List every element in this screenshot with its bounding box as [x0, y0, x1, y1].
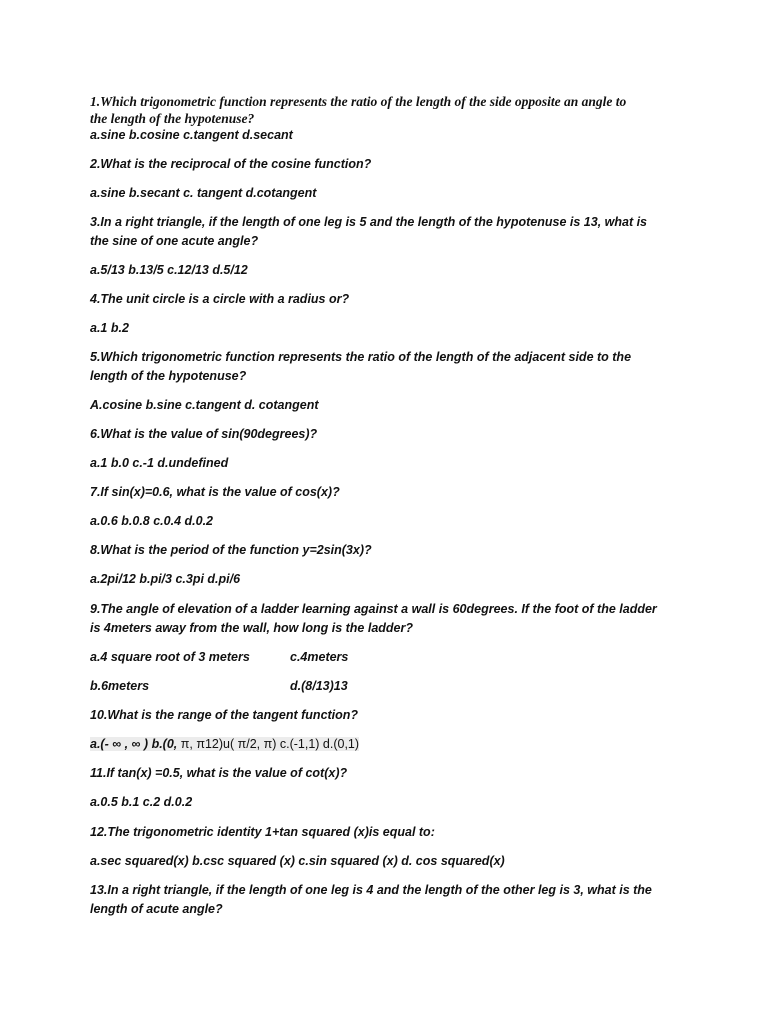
question-10-options-part-1: a.(- ∞ , ∞ ) b.(0,: [90, 737, 178, 751]
question-1-line-1: 1.Which trigonometric function represents the ratio of the length of the side opposite an angle to: [90, 94, 627, 109]
question-6-options: a.1 b.0 c.-1 d.undefined: [90, 456, 229, 470]
question-10-options: [90, 735, 359, 754]
question-9-options-row-1: [90, 648, 349, 667]
question-3-line-1: 3.In a right triangle, if the length of one leg is 5 and the length of the hypotenuse is 13, what is: [90, 215, 648, 229]
question-1-options: a.sine b.cosine c.tangent d.secant: [90, 128, 293, 142]
question-4: 4.The unit circle is a circle with a radius or?: [90, 292, 350, 306]
question-13-line-1: 13.In a right triangle, if the length of one leg is 4 and the length of the other leg is 3, what is the: [90, 883, 652, 897]
question-2-options: a.sine b.secant c. tangent d.cotangent: [90, 186, 317, 200]
question-7: 7.If sin(x)=0.6, what is the value of cos(x)?: [90, 485, 340, 499]
question-9-line-2: is 4meters away from the wall, how long is the ladder?: [90, 621, 413, 635]
question-8-options: a.2pi/12 b.pi/3 c.3pi d.pi/6: [90, 572, 241, 586]
question-11-options: a.0.5 b.1 c.2 d.0.2: [90, 795, 193, 809]
question-6: 6.What is the value of sin(90degrees)?: [90, 427, 318, 441]
question-11: 11.If tan(x) =0.5, what is the value of cot(x)?: [90, 766, 348, 780]
question-7-options: a.0.6 b.0.8 c.0.4 d.0.2: [90, 514, 213, 528]
question-5-line-2: length of the hypotenuse?: [90, 369, 247, 383]
question-9-line-1: 9.The angle of elevation of a ladder learning against a wall is 60degrees. If the foot of the ladder: [90, 602, 657, 616]
question-3-options: a.5/13 b.13/5 c.12/13 d.5/12: [90, 263, 248, 277]
question-9-option-d: d.(8/13)13: [290, 679, 348, 693]
question-5-options: A.cosine b.sine c.tangent d. cotangent: [90, 398, 319, 412]
question-9-option-b: b.6meters: [90, 679, 150, 693]
question-9-option-c: c.4meters: [290, 650, 349, 664]
question-4-options: a.1 b.2: [90, 321, 129, 335]
question-5-line-1: 5.Which trigonometric function represents the ratio of the length of the adjacent side to the: [90, 350, 632, 364]
question-9-options-row-2: [90, 677, 348, 696]
question-13-line-2: length of acute angle?: [90, 902, 223, 916]
question-12: 12.The trigonometric identity 1+tan squared (x)is equal to:: [90, 825, 435, 839]
question-1-line-2: the length of the hypotenuse?: [90, 111, 255, 126]
question-12-options: a.sec squared(x) b.csc squared (x) c.sin squared (x) d. cos squared(x): [90, 854, 505, 868]
question-9-option-a: a.4 square root of 3 meters: [90, 650, 250, 664]
question-3-line-2: the sine of one acute angle?: [90, 234, 259, 248]
question-2: 2.What is the reciprocal of the cosine function?: [90, 157, 372, 171]
question-8: 8.What is the period of the function y=2sin(3x)?: [90, 543, 372, 557]
question-10-options-part-2: π, π12)u( π/2, π) c.(-1,1) d.(0,1): [177, 737, 360, 751]
question-10: 10.What is the range of the tangent function?: [90, 708, 359, 722]
